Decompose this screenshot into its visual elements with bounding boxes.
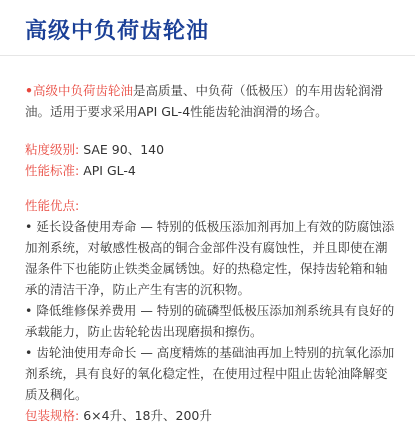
spec-list — [25, 139, 397, 181]
performance-value: API GL-4 — [83, 163, 136, 178]
intro-bullet: • — [25, 83, 33, 98]
performance-label: 性能标准: — [25, 163, 80, 178]
features-heading: 性能优点: — [25, 198, 80, 213]
feature-item-oil-life: • 齿轮油使用寿命长 — 高度精炼的基础油再加上特别的抗氧化添加剂系统，具有良好的氧化稳定性，在使用过程中阻止齿轮油降解变质及稠化。 — [25, 345, 395, 402]
packaging-label: 包装规格: — [25, 408, 80, 423]
viscosity-label: 粘度级别: — [25, 142, 80, 157]
intro-paragraph — [25, 80, 397, 122]
intro-description: 是高质量、中负荷（低极压）的车用齿轮润滑油。适用于要求采用API GL-4性能齿轮油润滑的场合。 — [25, 83, 384, 119]
features-section — [25, 195, 397, 405]
title-divider — [0, 55, 415, 56]
viscosity-value: SAE 90、140 — [83, 142, 165, 157]
feature-item-maintenance-cost: • 降低维修保养费用 — 特别的硫磷型低极压添加剂系统具有良好的承载能力，防止齿轮轮齿出现磨损和擦伤。 — [25, 303, 395, 339]
feature-item-equipment-life: • 延长设备使用寿命 — 特别的低极压添加剂再加上有效的防腐蚀添加剂系统，对敏感性极高的铜合金部件没有腐蚀性，并且即使在潮湿条件下也能防止铁类金属锈蚀。好的热稳定性，保持齿轮箱和轴承的清洁干净，防止产生有害的沉积物。 — [25, 219, 395, 297]
intro-product-name: 高级中负荷齿轮油 — [33, 83, 134, 98]
performance-row — [25, 160, 397, 181]
packaging-value: 6×4升、18升、200升 — [83, 408, 212, 423]
viscosity-row — [25, 139, 397, 160]
packaging-row — [25, 405, 397, 426]
page-title: 高级中负荷齿轮油 — [25, 19, 210, 44]
intro-text — [25, 80, 397, 122]
